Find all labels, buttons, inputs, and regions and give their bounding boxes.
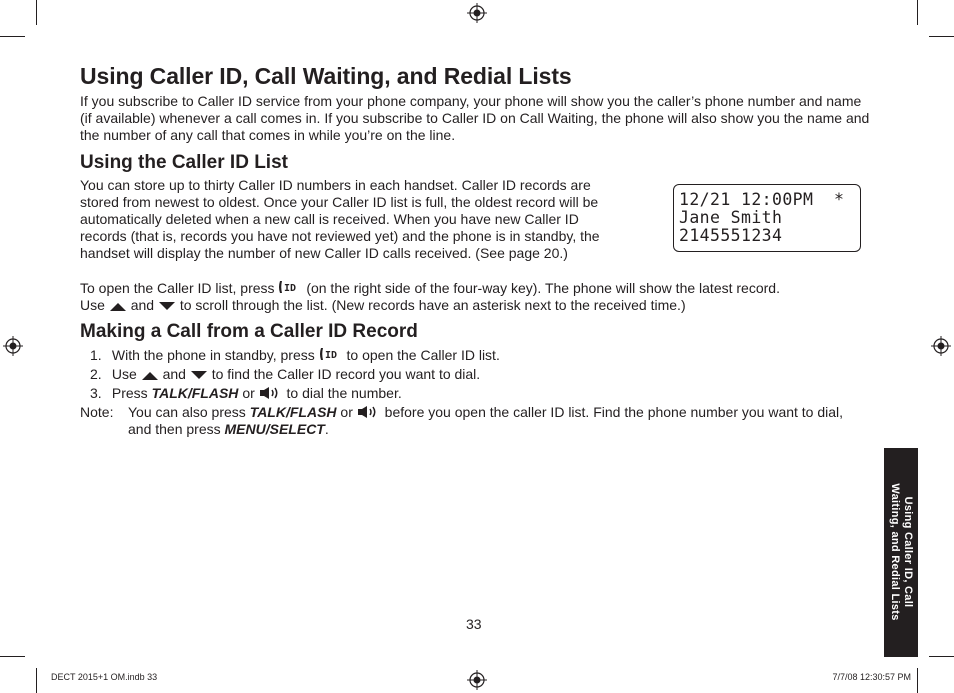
svg-text:ID: ID bbox=[324, 350, 337, 361]
text: or bbox=[242, 385, 255, 401]
section-heading-make-call: Making a Call from a Caller ID Record bbox=[80, 321, 418, 342]
section-heading-caller-id-list: Using the Caller ID List bbox=[80, 152, 288, 173]
lcd-line-name: Jane Smith bbox=[679, 208, 783, 227]
lcd-display bbox=[673, 184, 861, 252]
text: (on the right side of the four-way key). The phone will show the latest record. bbox=[306, 280, 780, 296]
side-tab-line: Waiting, and Redial Lists bbox=[889, 483, 901, 621]
intro-paragraph: If you subscribe to Caller ID service from your phone company, your phone will show you the caller’s phone number and name (if available) whenever a call comes in. If you subscribe to Caller ID on Call Waiting, the phone will also show you the name and the number of any call that comes in while you’re on the line. bbox=[80, 93, 870, 143]
footer-timestamp: 7/7/08 12:30:57 PM bbox=[832, 672, 911, 682]
text: to find the Caller ID record you want to dial. bbox=[211, 366, 481, 382]
crop-mark bbox=[917, 0, 918, 25]
list-item bbox=[90, 366, 480, 383]
text: Press bbox=[111, 385, 148, 401]
text: before you open the caller ID list. Find the phone number you want to dial, and then press bbox=[128, 404, 844, 437]
crop-mark bbox=[36, 668, 37, 693]
text: Use bbox=[80, 297, 105, 313]
step-number: 2. bbox=[90, 366, 102, 382]
up-arrow-icon bbox=[141, 370, 159, 381]
crop-mark bbox=[917, 668, 918, 693]
registration-mark-icon bbox=[931, 336, 951, 356]
text: and bbox=[130, 297, 155, 313]
text: to open the Caller ID list. bbox=[346, 347, 500, 363]
cid-key-icon bbox=[278, 279, 302, 295]
lcd-line-datetime: 12/21 12:00PM * bbox=[679, 190, 845, 209]
registration-mark-icon bbox=[467, 3, 487, 23]
text: Use bbox=[111, 366, 137, 382]
menu-select-key-label: MENU/SELECT bbox=[224, 421, 325, 437]
crop-mark bbox=[0, 36, 25, 37]
chapter-side-tab bbox=[884, 448, 918, 657]
step-number: 3. bbox=[90, 385, 102, 401]
crop-mark bbox=[36, 0, 37, 25]
footer-file-info: DECT 2015+1 OM.indb 33 bbox=[51, 672, 158, 682]
list-item bbox=[90, 346, 500, 364]
note-body bbox=[128, 404, 870, 438]
text: or bbox=[340, 404, 353, 420]
caller-id-list-paragraph: You can store up to thirty Caller ID numbers in each handset. Caller ID records are stored from newest to oldest. Once your Caller ID list is full, the oldest record will be automatically deleted when a new call is received. When you have new Caller ID records (that is, records you have not reviewed yet) and the phone is in standby, the handset will display the number of new Caller ID calls received. (See page 20.) bbox=[80, 177, 600, 261]
note-label: Note: bbox=[80, 404, 114, 420]
up-arrow-icon bbox=[109, 301, 127, 312]
cid-key-icon bbox=[319, 346, 343, 362]
page-number: 33 bbox=[466, 616, 482, 632]
text: to scroll through the list. (New records have an asterisk next to the received time.) bbox=[179, 297, 686, 313]
text: With the phone in standby, press bbox=[111, 347, 315, 363]
svg-text:ID: ID bbox=[284, 283, 297, 294]
speaker-icon bbox=[259, 386, 283, 400]
page-title: Using Caller ID, Call Waiting, and Redial Lists bbox=[80, 63, 572, 89]
step-number: 1. bbox=[90, 347, 102, 363]
side-tab-label bbox=[888, 452, 914, 652]
text: to dial the number. bbox=[286, 385, 402, 401]
crop-mark bbox=[929, 656, 954, 657]
text: You can also press bbox=[128, 404, 246, 420]
crop-mark bbox=[0, 656, 25, 657]
talk-flash-key-label: TALK/FLASH bbox=[151, 385, 239, 401]
down-arrow-icon bbox=[158, 301, 176, 312]
registration-mark-icon bbox=[3, 336, 23, 356]
crop-mark bbox=[929, 36, 954, 37]
open-list-instruction bbox=[80, 279, 880, 314]
speaker-icon bbox=[357, 405, 381, 419]
talk-flash-key-label: TALK/FLASH bbox=[249, 404, 337, 420]
lcd-line-number: 2145551234 bbox=[679, 226, 783, 245]
text: To open the Caller ID list, press bbox=[80, 280, 275, 296]
list-item bbox=[90, 385, 402, 402]
registration-mark-icon bbox=[467, 670, 487, 690]
side-tab-line: Using Caller ID, Call bbox=[902, 496, 914, 608]
down-arrow-icon bbox=[190, 370, 208, 381]
note bbox=[80, 404, 870, 438]
text: . bbox=[324, 421, 329, 437]
text: and bbox=[162, 366, 186, 382]
